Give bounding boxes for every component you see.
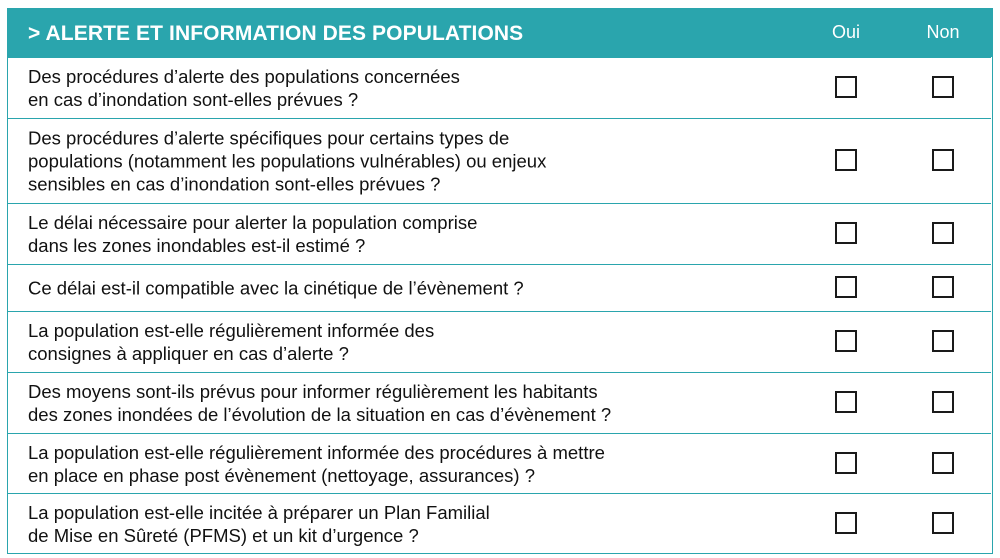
oui-checkbox[interactable]: [835, 391, 857, 413]
non-checkbox[interactable]: [932, 149, 954, 171]
question-text: Des procédures d’alerte des populations concernées en cas d’inondation sont-elles prévues ?: [28, 66, 460, 110]
non-checkbox[interactable]: [932, 452, 954, 474]
section-title: > ALERTE ET INFORMATION DES POPULATIONS: [28, 22, 524, 45]
question-row-7: [8, 433, 991, 493]
question-row-2: [8, 118, 991, 203]
question-row-6: [8, 372, 991, 433]
oui-checkbox[interactable]: [835, 276, 857, 298]
question-row-3: [8, 203, 991, 264]
question-row-8: [8, 493, 991, 553]
non-checkbox[interactable]: [932, 391, 954, 413]
table-header: [8, 9, 992, 57]
oui-column-label: Oui: [831, 22, 860, 42]
question-text: Des moyens sont-ils prévus pour informer régulièrement les habitants des zones inondées de l’évolution de la situation en cas d’évènement ?: [28, 381, 612, 425]
checklist-table: [7, 8, 993, 554]
oui-checkbox[interactable]: [835, 222, 857, 244]
question-text: Le délai nécessaire pour alerter la population comprise dans les zones inondables est-il estimé ?: [28, 212, 478, 256]
question-text: La population est-elle régulièrement informée des procédures à mettre en place en phase post évènement (nettoyage, assurances) ?: [28, 441, 605, 486]
non-checkbox[interactable]: [932, 76, 954, 98]
non-column-label: Non: [926, 22, 960, 42]
oui-checkbox[interactable]: [835, 512, 857, 534]
question-row-4: [8, 264, 991, 311]
question-row-5: [8, 311, 991, 372]
question-text: La population est-elle incitée à préparer un Plan Familial de Mise en Sûreté (PFMS) et un kit d’urgence ?: [28, 501, 490, 546]
non-checkbox[interactable]: [932, 222, 954, 244]
question-row-1: [8, 57, 991, 118]
oui-checkbox[interactable]: [835, 76, 857, 98]
question-text: Ce délai est-il compatible avec la cinétique de l’évènement ?: [28, 277, 524, 299]
oui-checkbox[interactable]: [835, 330, 857, 352]
non-checkbox[interactable]: [932, 276, 954, 298]
question-text: La population est-elle régulièrement informée des consignes à appliquer en cas d’alerte ?: [28, 320, 435, 364]
non-checkbox[interactable]: [932, 330, 954, 352]
question-text: Des procédures d’alerte spécifiques pour certains types de populations (notamment les populations vulnérables) ou enjeux sensibles en cas d’inondation sont-elles prévues ?: [28, 127, 547, 195]
oui-checkbox[interactable]: [835, 452, 857, 474]
non-checkbox[interactable]: [932, 512, 954, 534]
oui-checkbox[interactable]: [835, 149, 857, 171]
